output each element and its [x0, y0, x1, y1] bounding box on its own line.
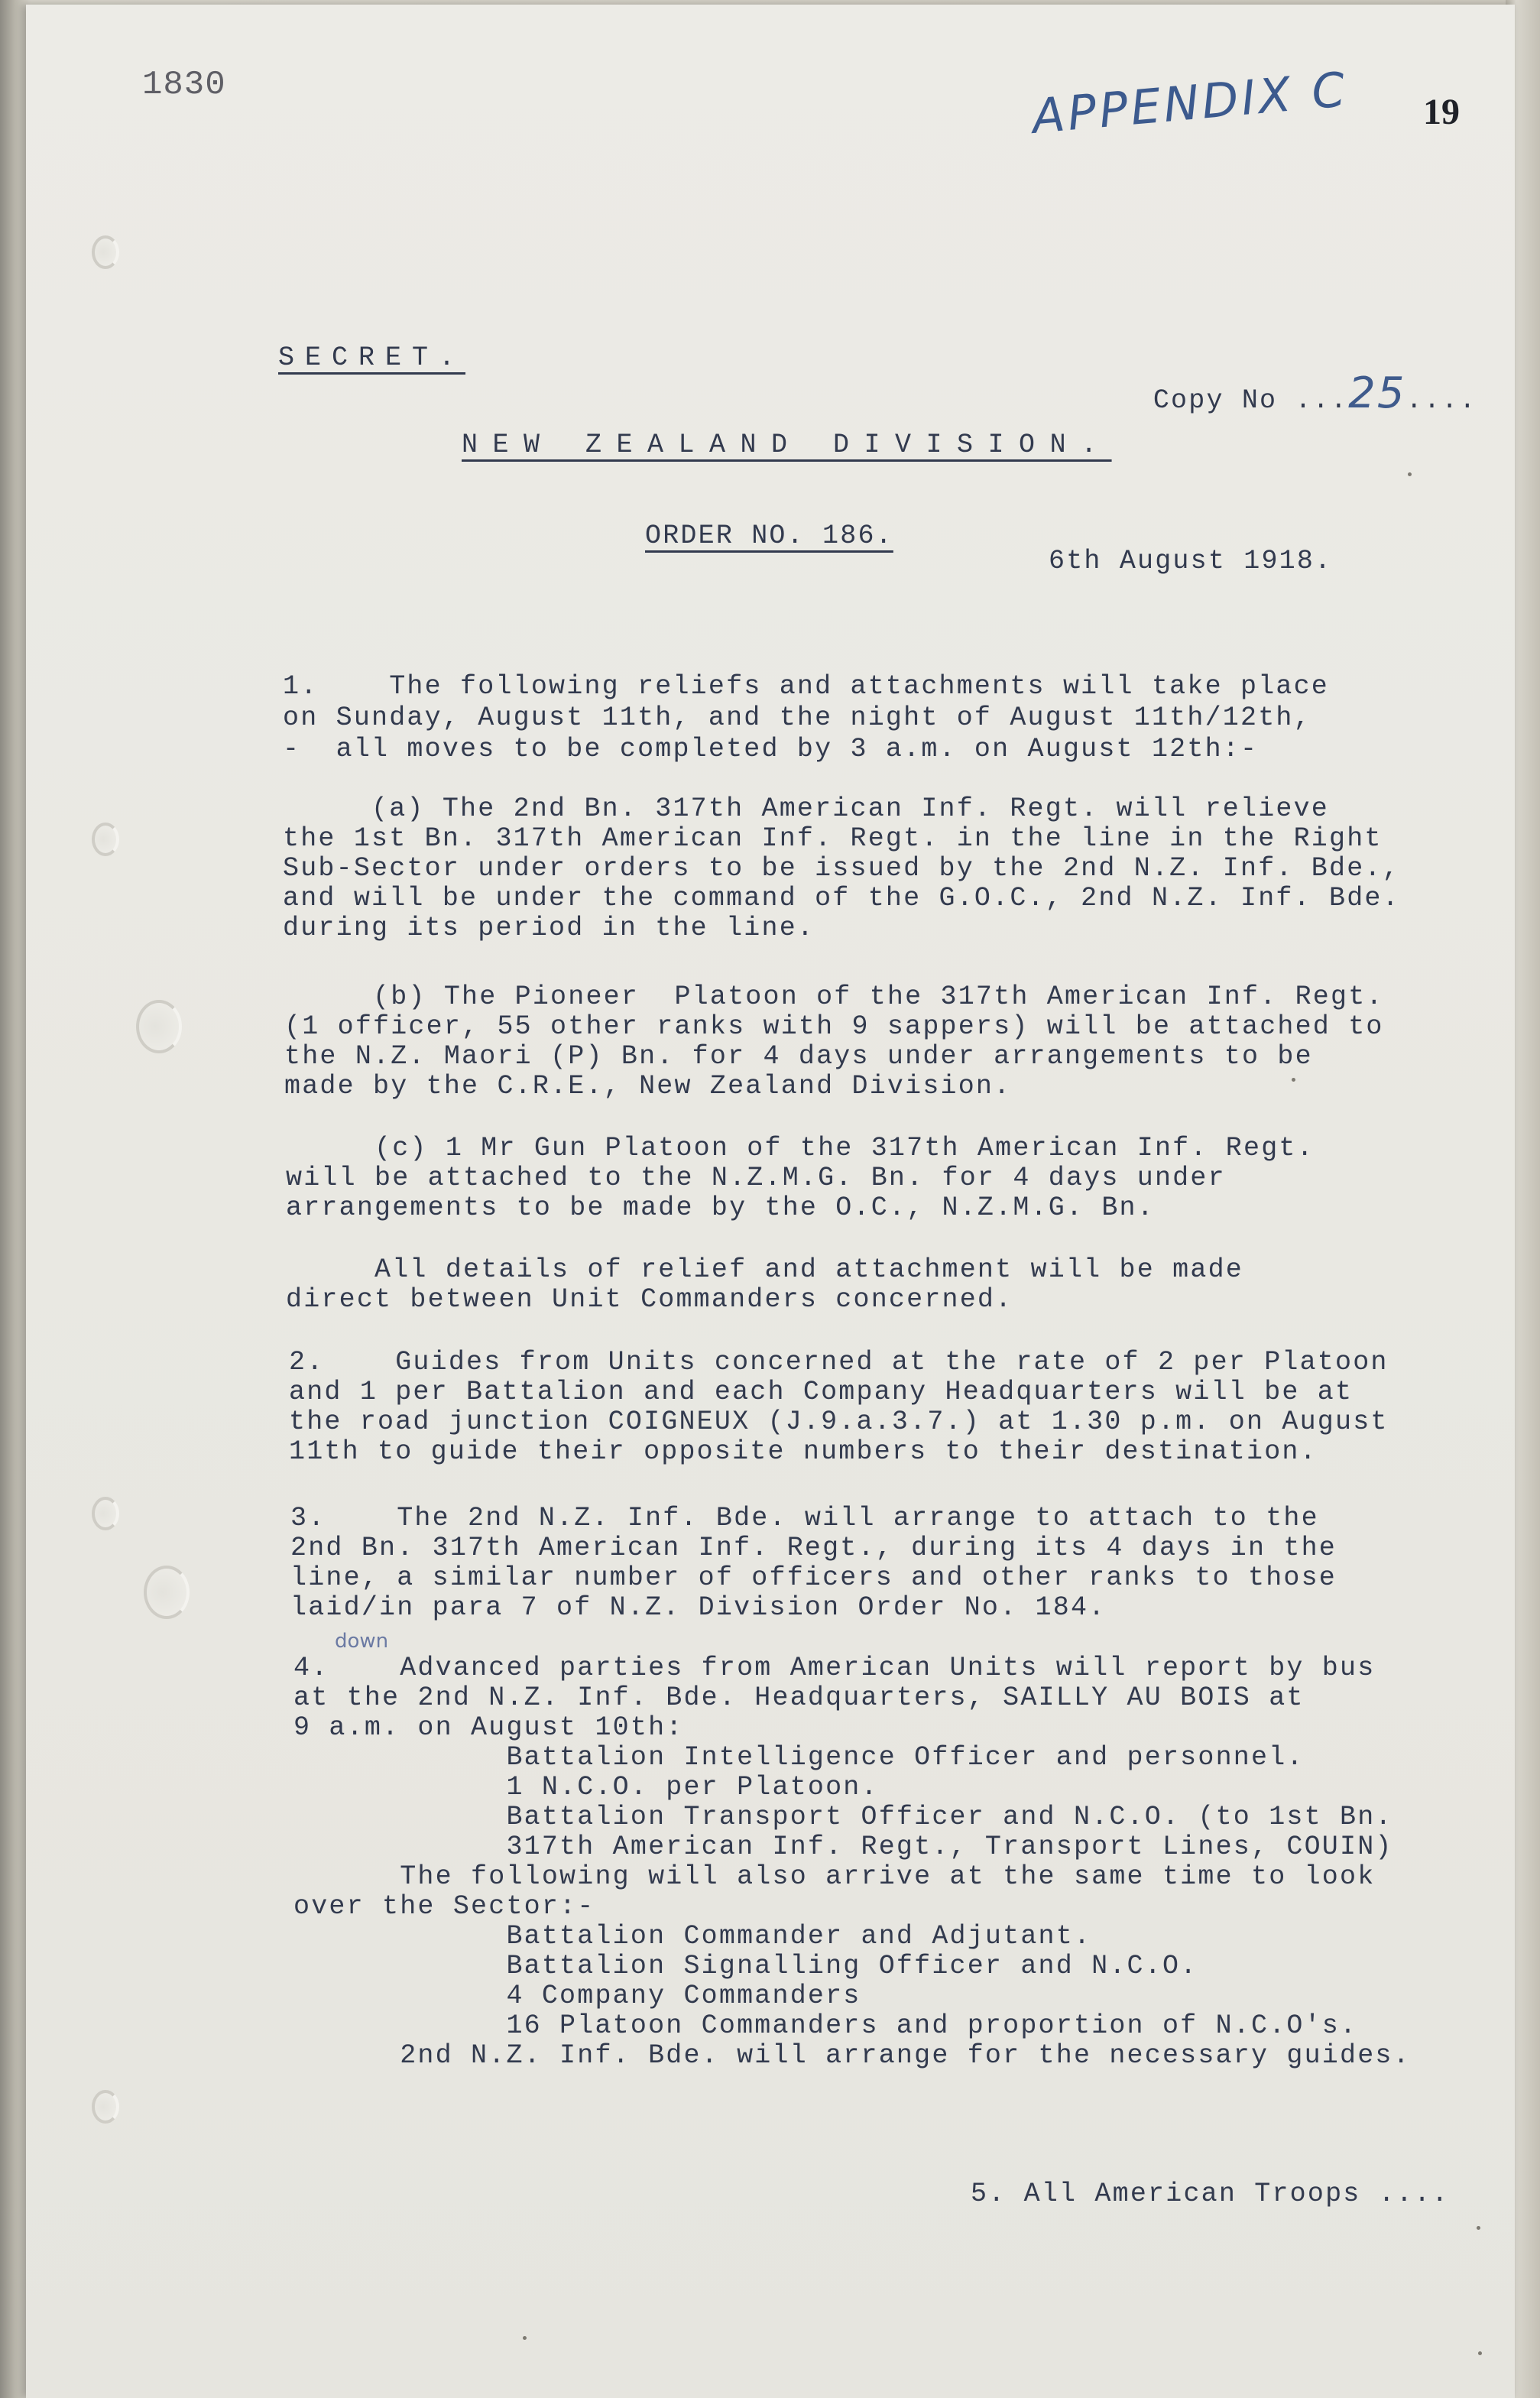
- punch-hole: [144, 1566, 190, 1619]
- para-4-line: The following will also arrive at the same time to look: [293, 1861, 1376, 1892]
- paper-speck: [1478, 2351, 1482, 2355]
- copy-number-label: [1082, 338, 1477, 449]
- para-1-line: - all moves to be completed by 3 a.m. on August 12th:-: [283, 734, 1259, 764]
- para-3-line: laid/in para 7 of N.Z. Division Order No. 184.: [290, 1592, 1107, 1623]
- para-1a-line: Sub-Sector under orders to be issued by the 2nd N.Z. Inf. Bde.,: [283, 853, 1400, 884]
- punch-hole: [92, 235, 119, 269]
- appendix-handwritten-note: APPENDIX C: [1029, 61, 1350, 144]
- para-4-line: Battalion Intelligence Officer and personnel.: [293, 1742, 1305, 1773]
- para-2-line: and 1 per Battalion and each Company Headquarters will be at: [289, 1377, 1354, 1407]
- para-4-line: 2nd N.Z. Inf. Bde. will arrange for the necessary guides.: [293, 2040, 1411, 2071]
- para-1c-line: (c) 1 Mr Gun Platoon of the 317th American Inf. Regt.: [286, 1133, 1315, 1163]
- punch-hole: [92, 823, 119, 856]
- division-heading: NEW ZEALAND DIVISION.: [462, 430, 1112, 460]
- para-1b-line: made by the C.R.E., New Zealand Division.: [284, 1071, 1012, 1102]
- para-3-line: 3. The 2nd N.Z. Inf. Bde. will arrange to attach to the: [290, 1503, 1319, 1533]
- order-title: ORDER NO. 186.: [645, 521, 893, 551]
- para-1b-line: the N.Z. Maori (P) Bn. for 4 days under arrangements to be: [284, 1041, 1313, 1072]
- para-4-line: 317th American Inf. Regt., Transport Lines, COUIN): [293, 1832, 1393, 1862]
- para-4-line: 16 Platoon Commanders and proportion of N.C.O's.: [293, 2010, 1358, 2041]
- para-4-line: 9 a.m. on August 10th:: [293, 1712, 684, 1743]
- para-1d-line: direct between Unit Commanders concerned.: [286, 1284, 1013, 1315]
- para-1a-line: (a) The 2nd Bn. 317th American Inf. Regt. will relieve: [283, 793, 1330, 824]
- para-4-line: Battalion Commander and Adjutant.: [293, 1921, 1092, 1952]
- para-1-line: 1. The following reliefs and attachments will take place: [283, 671, 1330, 702]
- para-1c-line: arrangements to be made by the O.C., N.Z.M.G. Bn.: [286, 1193, 1155, 1223]
- para-4-line: 4 Company Commanders: [293, 1981, 861, 2011]
- document-sheet: [26, 5, 1515, 2398]
- paper-speck: [523, 2336, 527, 2340]
- punch-hole: [92, 1497, 119, 1530]
- copy-dots: ....: [1405, 385, 1477, 416]
- para-1b-line: (1 officer, 55 other ranks with 9 sappers) will be attached to: [284, 1011, 1384, 1042]
- para-3-line: line, a similar number of officers and other ranks to those: [290, 1562, 1337, 1593]
- para-4-line: 1 N.C.O. per Platoon.: [293, 1772, 879, 1803]
- continuation-catchword: 5. All American Troops ....: [971, 2179, 1450, 2209]
- paper-speck: [1408, 472, 1412, 476]
- para-1a-line: during its period in the line.: [283, 913, 815, 943]
- para-1a-line: the 1st Bn. 317th American Inf. Regt. in the line in the Right: [283, 823, 1383, 854]
- para-1b-line: (b) The Pioneer Platoon of the 317th American Inf. Regt.: [284, 982, 1384, 1012]
- para-3-line: 2nd Bn. 317th American Inf. Regt., during its 4 days in the: [290, 1533, 1337, 1563]
- copy-label: Copy No ...: [1153, 385, 1349, 416]
- para-4-line: over the Sector:-: [293, 1891, 595, 1922]
- paper-speck: [1292, 1078, 1295, 1082]
- page-number-right: 19: [1423, 92, 1460, 132]
- order-date: 6th August 1918.: [1049, 546, 1333, 576]
- para-1d-line: All details of relief and attachment will be made: [286, 1254, 1243, 1285]
- para-1a-line: and will be under the command of the G.O.C., 2nd N.Z. Inf. Bde.: [283, 883, 1400, 913]
- classification-heading: SECRET.: [278, 342, 466, 373]
- paper-speck: [1477, 2226, 1480, 2230]
- para-1-line: on Sunday, August 11th, and the night of August 11th/12th,: [283, 703, 1311, 733]
- para-2-line: 2. Guides from Units concerned at the rate of 2 per Platoon: [289, 1347, 1389, 1377]
- copy-number-handwritten: 25: [1348, 368, 1406, 418]
- punch-hole: [92, 2090, 119, 2124]
- para-4-line: Battalion Transport Officer and N.C.O. (to 1st Bn.: [293, 1802, 1393, 1832]
- para-2-line: 11th to guide their opposite numbers to their destination.: [289, 1436, 1318, 1467]
- page-number-stamp: 1830: [142, 66, 226, 104]
- para-4-line: Battalion Signalling Officer and N.C.O.: [293, 1951, 1198, 1981]
- handwritten-insert-down: down: [335, 1630, 389, 1653]
- punch-hole: [136, 1000, 182, 1053]
- para-2-line: the road junction COIGNEUX (J.9.a.3.7.) at 1.30 p.m. on August: [289, 1407, 1389, 1437]
- para-1c-line: will be attached to the N.Z.M.G. Bn. for 4 days under: [286, 1163, 1226, 1193]
- para-4-line: at the 2nd N.Z. Inf. Bde. Headquarters, SAILLY AU BOIS at: [293, 1682, 1305, 1713]
- para-4-line: 4. Advanced parties from American Units will report by bus: [293, 1653, 1376, 1683]
